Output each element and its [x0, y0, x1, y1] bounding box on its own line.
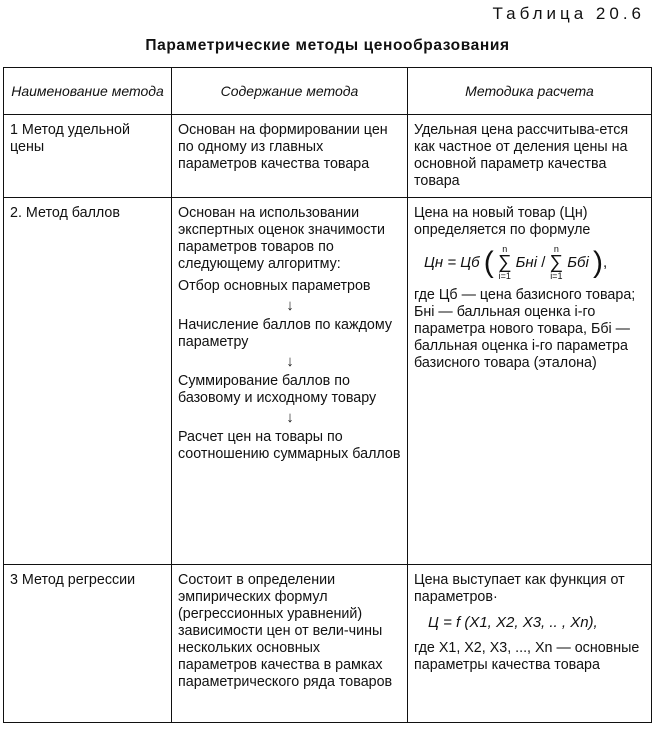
calc-intro: Цена на новый товар (Цн) определяется по формуле — [414, 205, 591, 238]
method-content: Основан на формировании цен по одному из главных параметров качества товара — [172, 115, 408, 198]
content-intro: Основан на использовании экспертных оценок значимости параметров товаров по следующему алгоритму: — [178, 205, 386, 272]
method-name: 1 Метод удельной цены — [4, 115, 172, 198]
method-name: 3 Метод регрессии — [4, 565, 172, 723]
algorithm-step: Суммирование баллов по базовому и исходному товару — [178, 373, 377, 406]
pricing-methods-table — [3, 67, 652, 723]
sum-symbol: n ∑ i=1 — [549, 244, 564, 281]
table-row — [4, 565, 652, 723]
calc-description: где X1, X2, X3, ..., Xn — основные параметры качества товара — [414, 640, 640, 673]
sum-symbol: n ∑ i=1 — [497, 244, 512, 281]
formula-denominator: Ббi — [567, 253, 589, 271]
method-content — [172, 198, 408, 565]
down-arrow-icon: ↓ — [286, 353, 294, 370]
header-calc-method: Методика расчета — [408, 68, 652, 115]
table-title: Параметрические методы ценообразования — [145, 37, 510, 54]
down-arrow-icon: ↓ — [286, 297, 294, 314]
header-method-content: Содержание метода — [172, 68, 408, 115]
method-name: 2. Метод баллов — [4, 198, 172, 565]
header-method-name: Наименование метода — [4, 68, 172, 115]
calc-intro: Цена выступает как функция от параметров· — [414, 572, 625, 605]
table-row — [4, 198, 652, 565]
calc-description: где Цб — цена базисного товара; Бнi — балльная оценка i-го параметра нового товара, Ббi — балльная оценка i-го параметра базисного товара (эталона) — [414, 287, 636, 371]
header-row — [4, 68, 652, 115]
down-arrow-icon: ↓ — [286, 409, 294, 426]
method-content: Состоит в определении эмпирических формул (регрессионных уравнений) зависимости цен от вели-чины нескольких основных параметров качества в рамках параметрического ряда товаров — [172, 565, 408, 723]
points-formula: Цн = Цб ( n ∑ i=1 Бнi / n ∑ i=1 Ббi ), — [424, 244, 608, 281]
method-calc — [408, 198, 652, 565]
table-row — [4, 115, 652, 198]
regression-formula: Ц = f (X1, X2, X3, .. , Xn), — [428, 614, 598, 631]
algorithm-step: Начисление баллов по каждому параметру — [178, 317, 392, 350]
formula-lhs: Цн = Цб — [424, 253, 480, 271]
formula-numerator: Бнi — [515, 253, 538, 271]
method-calc — [408, 565, 652, 723]
algorithm-step: Расчет цен на товары по соотношению суммарных баллов — [178, 429, 401, 462]
algorithm-step: Отбор основных параметров — [178, 278, 371, 294]
method-calc: Удельная цена рассчитыва-ется как частное от деления цены на основной параметр качества товара — [408, 115, 652, 198]
table-number: Таблица 20.6 — [492, 4, 645, 23]
